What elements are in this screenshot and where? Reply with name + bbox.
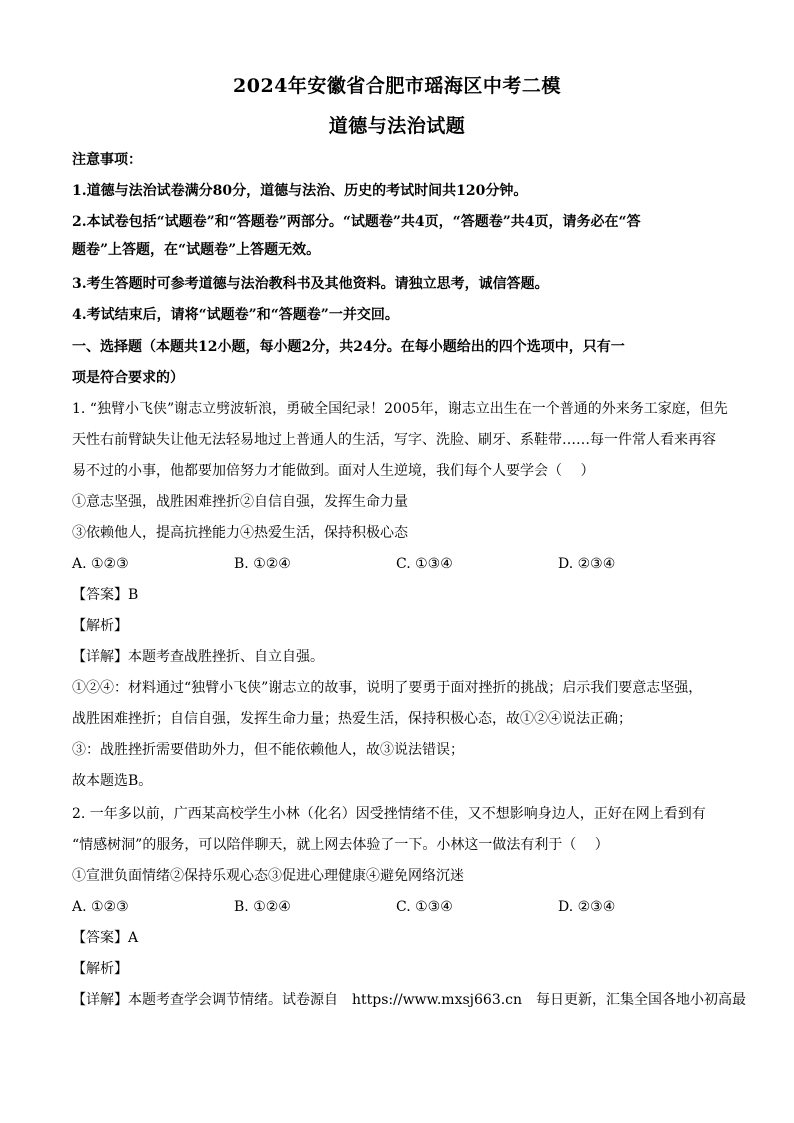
q1-statement-1: ①意志坚强，战胜困难挫折②自信自强，发挥生命力量 xyxy=(72,494,408,510)
q1-options xyxy=(72,554,722,574)
notes-heading: 注意事项： xyxy=(72,152,142,168)
q1-detail-line-4: ③：战胜挫折需要借助外力，但不能依赖他人，故③说法错误； xyxy=(72,742,464,758)
note-item-4: 4.考试结束后，请将“试题卷”和“答题卷”一并交回。 xyxy=(72,307,399,323)
q1-detail-line-1: 【详解】本题考查战胜挫折、自立自强。 xyxy=(72,649,324,665)
q2-analysis-label: 【解析】 xyxy=(72,961,128,977)
q1-detail-line-5: 故本题选B。 xyxy=(72,773,153,789)
q1-detail-line-3: 战胜困难挫折；自信自强，发挥生命力量；热爱生活，保持积极心态，故①②④说法正确； xyxy=(72,711,632,727)
q1-stem-line-3: 易不过的小事，他都要加倍努力才能做到。面对人生逆境，我们每个人要学会（ ） xyxy=(72,463,595,479)
q1-option-b: B. ①②④ xyxy=(234,556,291,572)
q2-option-a: A. ①②③ xyxy=(72,899,129,915)
q1-stem-line-2: 天性右前臂缺失让他无法轻易地过上普通人的生活，写字、洗脸、刷牙、系鞋带……每一件常人看来再容 xyxy=(72,432,716,448)
exam-subject-title: 道德与法治试题 xyxy=(328,115,466,137)
exam-title: 2024年安徽省合肥市瑶海区中考二模 xyxy=(233,75,561,97)
section-heading: 一、选择题（本题共12小题，每小题2分，共24分。在每小题给出的四个选项中，只有一 xyxy=(72,339,625,355)
q2-stem-line-2: “情感树洞”的服务，可以陪伴聊天，就上网去体验了一下。小林这一做法有利于（ ） xyxy=(72,837,609,853)
q2-options xyxy=(72,897,722,917)
q2-stem-line-1: 2. 一年多以前，广西某高校学生小林（化名）因受挫情绪不佳，又不想影响身边人，正好在网上看到有 xyxy=(72,806,706,822)
q2-detail-line-1: 【详解】本题考查学会调节情绪。试卷源自 https://www.mxsj663.cn 每日更新，汇集全国各地小初高最 xyxy=(72,992,747,1008)
q2-option-d: D. ②③④ xyxy=(558,899,616,915)
q1-option-d: D. ②③④ xyxy=(558,556,616,572)
q1-option-c: C. ①③④ xyxy=(396,556,453,572)
q1-statement-2: ③依赖他人，提高抗挫能力④热爱生活，保持积极心态 xyxy=(72,525,408,541)
q1-answer: 【答案】B xyxy=(72,587,139,603)
q1-option-a: A. ①②③ xyxy=(72,556,129,572)
q2-answer: 【答案】A xyxy=(72,930,139,946)
note-item-2-continued: 题卷”上答题，在“试题卷”上答题无效。 xyxy=(72,242,321,258)
note-item-3: 3.考生答题时可参考道德与法治教科书及其他资料。请独立思考，诚信答题。 xyxy=(72,276,549,292)
note-item-1: 1.道德与法治试卷满分80分，道德与法治、历史的考试时间共120分钟。 xyxy=(72,183,528,199)
section-heading-continued: 项是符合要求的） xyxy=(72,370,184,386)
q2-option-c: C. ①③④ xyxy=(396,899,453,915)
q2-option-b: B. ①②④ xyxy=(234,899,291,915)
note-item-2: 2.本试卷包括“试题卷”和“答题卷”两部分。“试题卷”共4页，“答题卷”共4页，请务必在“答 xyxy=(72,214,641,230)
q2-statement-1: ①宣泄负面情绪②保持乐观心态③促进心理健康④避免网络沉迷 xyxy=(72,868,464,884)
q1-stem-line-1: 1. “独臂小飞侠”谢志立劈波斩浪，勇破全国纪录！2005年，谢志立出生在一个普通的外来务工家庭，但先 xyxy=(72,401,728,417)
q1-analysis-label: 【解析】 xyxy=(72,618,128,634)
q1-detail-line-2: ①②④：材料通过“独臂小飞侠”谢志立的故事，说明了要勇于面对挫折的挑战；启示我们要意志坚强， xyxy=(72,680,703,696)
